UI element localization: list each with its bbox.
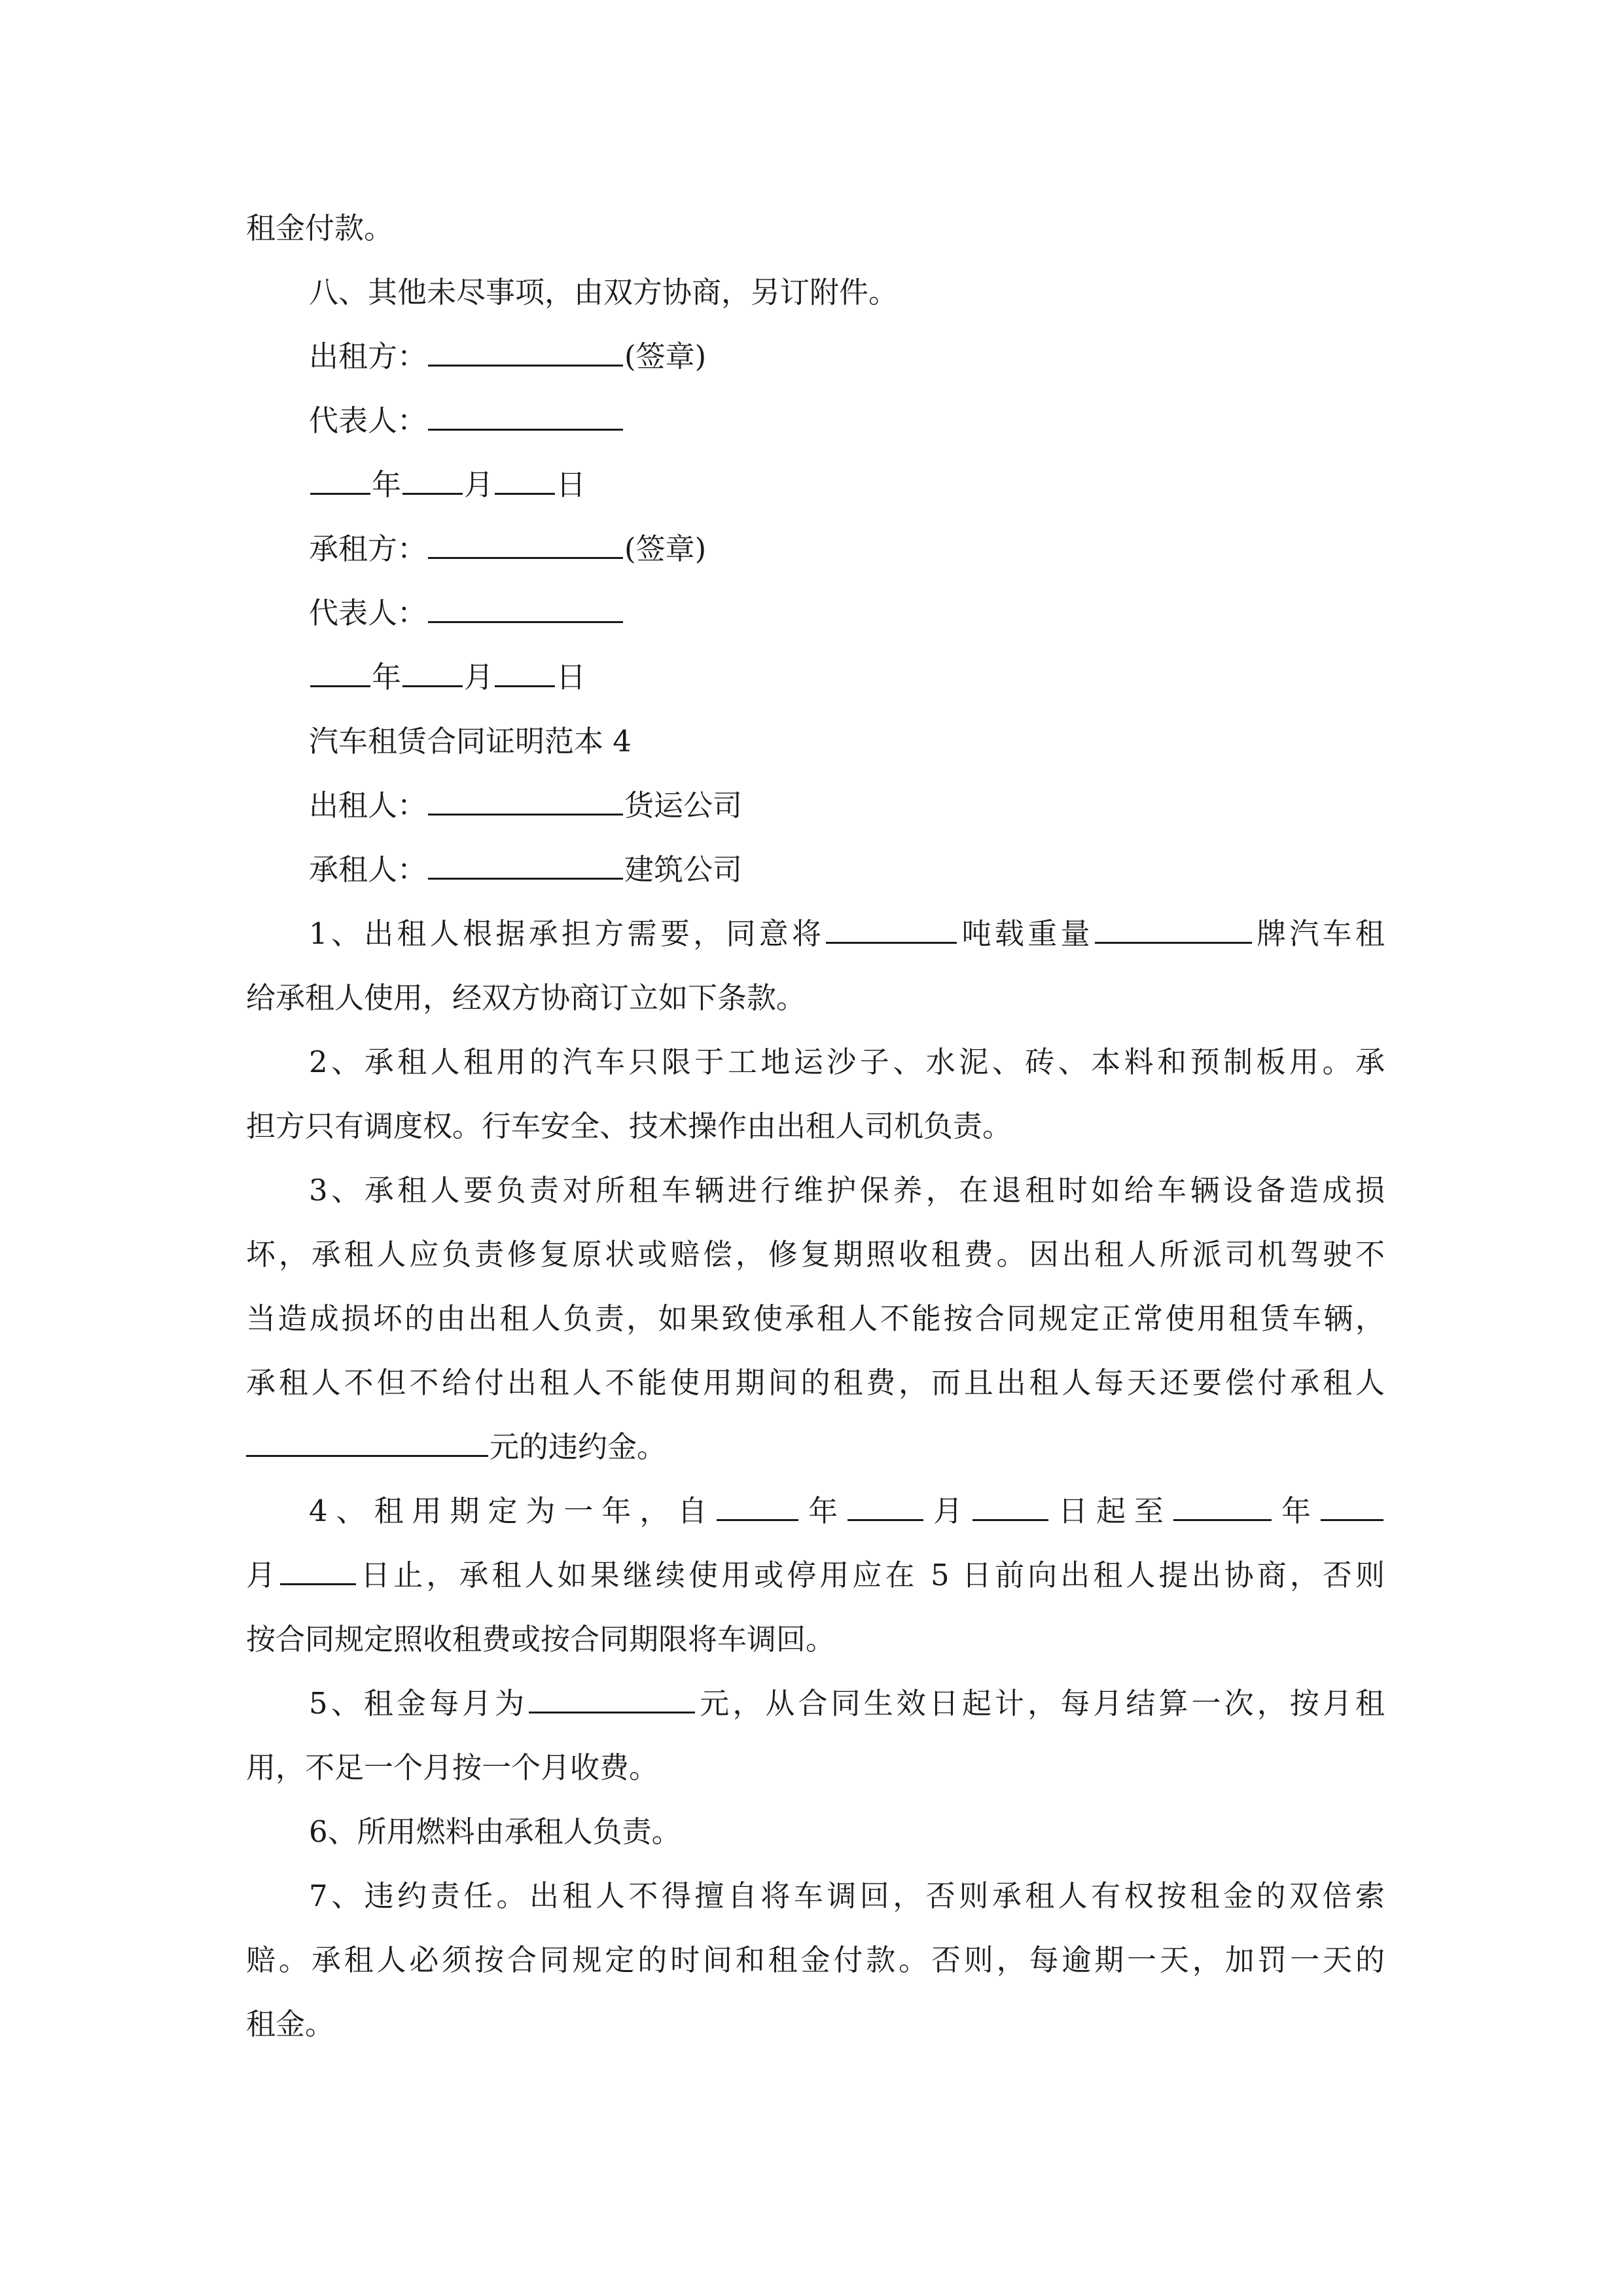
clause-8: 八、其他未尽事项，由双方协商，另订附件。 (309, 275, 899, 310)
paragraph-line: 租金付款。 (246, 211, 394, 245)
blank-underline (428, 518, 623, 559)
blank-underline (972, 1480, 1048, 1521)
lessor-representative-line: 代表人： (309, 389, 1385, 453)
lessee-date-line: 年 月 日 (309, 645, 1385, 709)
clause-1-line: 1、出租人根据承担方需要，同意将 吨载重量 牌汽车租 (309, 902, 1385, 966)
blank-underline (826, 903, 957, 944)
clause-3-line: 元的违约金。 (246, 1415, 1385, 1479)
lessee-party-line: 承租人： 建筑公司 (309, 838, 1385, 902)
blank-underline (428, 582, 623, 623)
clause-3-line: 承租人不但不给付出租人不能使用期间的租费，而且出租人每天还要偿付承租人 (246, 1365, 1385, 1400)
clause-4-line: 4、租用期定为一年，自 年 月 日起至 年 (309, 1479, 1385, 1543)
clause-5-line: 用，不足一个月按一个月收费。 (246, 1750, 659, 1785)
clause-2-line: 2、承租人租用的汽车只限于工地运沙子、水泥、砖、本料和预制板用。承 (309, 1045, 1385, 1079)
blank-underline (529, 1672, 695, 1713)
blank-underline (402, 646, 463, 687)
clause-7-line: 租金。 (246, 2007, 335, 2041)
lessor-signature-line: 出租方： (签章) (309, 325, 1385, 389)
clause-3-line: 坏，承租人应负责修复原状或赔偿，修复期照收租费。因出租人所派司机驾驶不 (246, 1237, 1385, 1272)
blank-underline (1321, 1480, 1383, 1521)
blank-underline (495, 646, 555, 687)
blank-underline (495, 454, 555, 495)
blank-underline (428, 838, 623, 880)
clause-1-line: 给承租人使用，经双方协商订立如下条款。 (246, 980, 806, 1015)
clause-7-line: 7、违约责任。出租人不得擅自将车调回，否则承租人有权按租金的双倍索 (309, 1878, 1385, 1913)
blank-underline (717, 1480, 798, 1521)
lessee-signature-line: 承租方： (签章) (309, 517, 1385, 581)
clause-3-line: 3、承租人要负责对所租车辆进行维护保养，在退租时如给车辆设备造成损 (309, 1173, 1385, 1208)
clause-5-line: 5、租金每月为 元，从合同生效日起计，每月结算一次，按月租 (309, 1672, 1385, 1736)
blank-underline (847, 1480, 923, 1521)
blank-underline (428, 774, 623, 816)
blank-underline (280, 1544, 356, 1585)
clause-2-line: 担方只有调度权。行车安全、技术操作由出租人司机负责。 (246, 1109, 1012, 1143)
lessor-date-line: 年 月 日 (309, 453, 1385, 517)
section-title: 汽车租赁合同证明范本 4 (309, 724, 632, 759)
clause-4-line: 月 日止，承租人如果继续使用或停用应在 5 日前向出租人提出协商，否则 (246, 1543, 1385, 1607)
blank-underline (310, 646, 370, 687)
clause-6-line: 6、所用燃料由承租人负责。 (309, 1814, 681, 1849)
blank-underline (402, 454, 463, 495)
clause-7-line: 赔。承租人必须按合同规定的时间和租金付款。否则，每逾期一天，加罚一天的 (246, 1943, 1385, 1977)
blank-underline (428, 389, 623, 431)
clause-4-line: 按合同规定照收租费或按合同期限将车调回。 (246, 1622, 836, 1657)
blank-underline (1173, 1480, 1272, 1521)
lessor-party-line: 出租人： 货运公司 (309, 774, 1385, 838)
clause-3-line: 当造成损坏的由出租人负责，如果致使承租人不能按合同规定正常使用租赁车辆， (246, 1301, 1385, 1336)
blank-underline (1095, 903, 1252, 944)
blank-underline (310, 454, 370, 495)
blank-underline (428, 325, 623, 367)
lessee-representative-line: 代表人： (309, 581, 1385, 645)
blank-underline (246, 1416, 488, 1457)
